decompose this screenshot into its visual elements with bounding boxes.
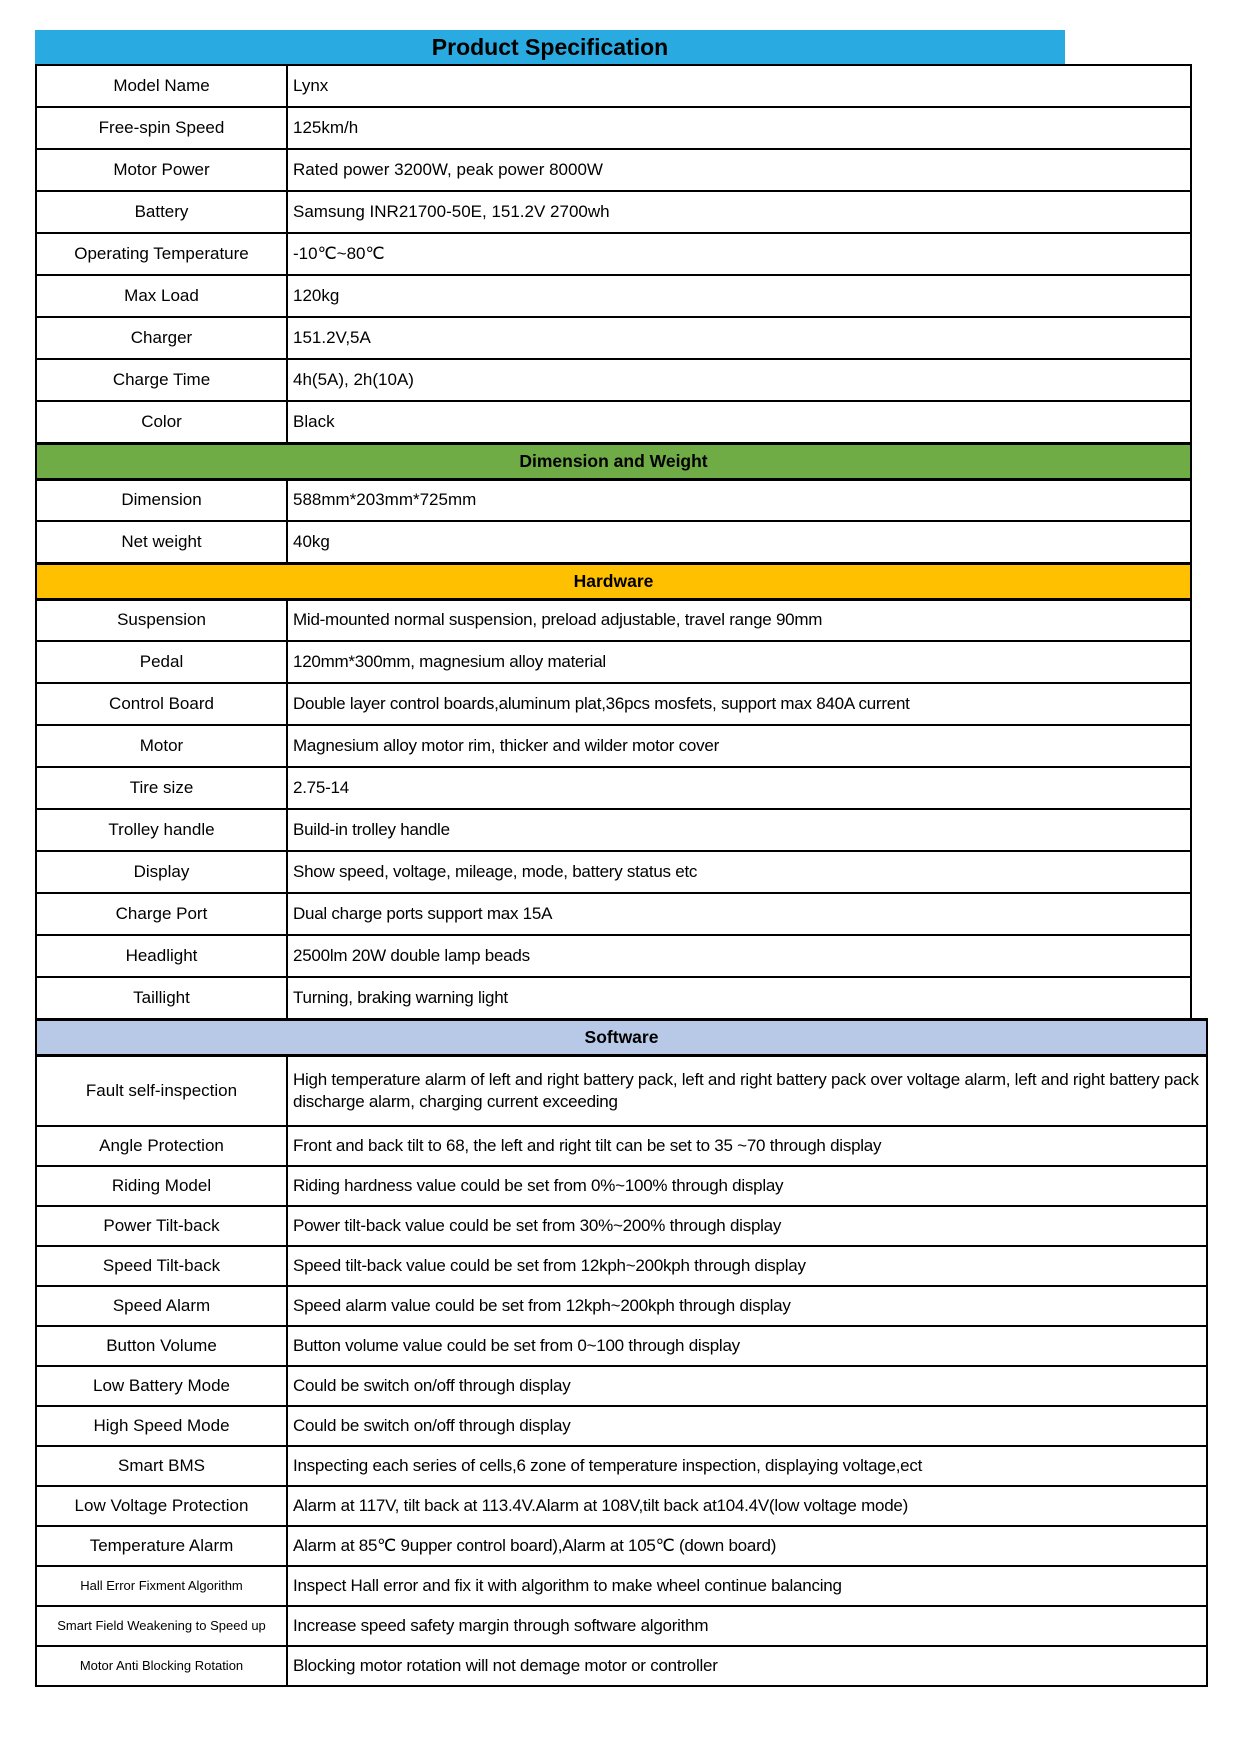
spec-row-hall-error-fixment-algorithm (36, 1566, 1207, 1606)
spec-row-headlight (36, 935, 1191, 977)
spec-row-max-load (36, 275, 1191, 317)
spec-row-motor-power (36, 149, 1191, 191)
row-label-pedal: Pedal (36, 641, 287, 683)
row-label-suspension: Suspension (36, 599, 287, 641)
row-label-power-tilt-back: Power Tilt-back (36, 1206, 287, 1246)
row-value-smart-field-weakening-to-speed-up: Increase speed safety margin through software algorithm (287, 1606, 1207, 1646)
spec-row-model-name (36, 65, 1191, 107)
spec-title-bar (35, 30, 1065, 64)
spec-row-temperature-alarm (36, 1526, 1207, 1566)
spec-row-riding-model (36, 1166, 1207, 1206)
row-value-charge-port: Dual charge ports support max 15A (287, 893, 1191, 935)
spec-row-high-speed-mode (36, 1406, 1207, 1446)
row-label-operating-temperature: Operating Temperature (36, 233, 287, 275)
section-header-hardware: Hardware (36, 563, 1191, 599)
spec-row-dimension (36, 479, 1191, 521)
spec-row-free-spin-speed (36, 107, 1191, 149)
row-label-smart-bms: Smart BMS (36, 1446, 287, 1486)
row-label-display: Display (36, 851, 287, 893)
row-value-fault-self-inspection: High temperature alarm of left and right battery pack, left and right battery pack over voltage alarm, left and right battery pack discharge alarm, charging current exceeding (287, 1056, 1207, 1126)
spec-row-low-voltage-protection (36, 1486, 1207, 1526)
spec-row-taillight (36, 977, 1191, 1019)
spec-row-tire-size (36, 767, 1191, 809)
spec-row-speed-alarm (36, 1286, 1207, 1326)
row-value-high-speed-mode: Could be switch on/off through display (287, 1406, 1207, 1446)
row-label-motor-power: Motor Power (36, 149, 287, 191)
row-value-speed-tilt-back: Speed tilt-back value could be set from 12kph~200kph through display (287, 1246, 1207, 1286)
section-header-dimension-and-weight: Dimension and Weight (36, 443, 1191, 479)
row-value-power-tilt-back: Power tilt-back value could be set from 30%~200% through display (287, 1206, 1207, 1246)
row-label-button-volume: Button Volume (36, 1326, 287, 1366)
spec-row-speed-tilt-back (36, 1246, 1207, 1286)
row-value-color: Black (287, 401, 1191, 443)
spec-row-power-tilt-back (36, 1206, 1207, 1246)
row-value-taillight: Turning, braking warning light (287, 977, 1191, 1019)
spec-row-suspension (36, 599, 1191, 641)
row-value-display: Show speed, voltage, mileage, mode, battery status etc (287, 851, 1191, 893)
row-label-color: Color (36, 401, 287, 443)
row-label-max-load: Max Load (36, 275, 287, 317)
row-value-low-battery-mode: Could be switch on/off through display (287, 1366, 1207, 1406)
row-label-low-battery-mode: Low Battery Mode (36, 1366, 287, 1406)
row-value-speed-alarm: Speed alarm value could be set from 12kph~200kph through display (287, 1286, 1207, 1326)
row-label-charge-port: Charge Port (36, 893, 287, 935)
row-label-headlight: Headlight (36, 935, 287, 977)
row-value-temperature-alarm: Alarm at 85℃ 9upper control board),Alarm at 105℃ (down board) (287, 1526, 1207, 1566)
row-label-riding-model: Riding Model (36, 1166, 287, 1206)
spec-row-motor (36, 725, 1191, 767)
row-value-charge-time: 4h(5A), 2h(10A) (287, 359, 1191, 401)
section-band-hardware (36, 563, 1191, 599)
spec-row-motor-anti-blocking-rotation (36, 1646, 1207, 1686)
row-value-headlight: 2500lm 20W double lamp beads (287, 935, 1191, 977)
row-label-smart-field-weakening-to-speed-up: Smart Field Weakening to Speed up (36, 1606, 287, 1646)
row-label-low-voltage-protection: Low Voltage Protection (36, 1486, 287, 1526)
spec-row-display (36, 851, 1191, 893)
row-value-low-voltage-protection: Alarm at 117V, tilt back at 113.4V.Alarm at 108V,tilt back at104.4V(low voltage mode) (287, 1486, 1207, 1526)
row-value-model-name: Lynx (287, 65, 1191, 107)
row-value-control-board: Double layer control boards,aluminum plat,36pcs mosfets, support max 840A current (287, 683, 1191, 725)
row-label-charger: Charger (36, 317, 287, 359)
row-label-taillight: Taillight (36, 977, 287, 1019)
row-value-free-spin-speed: 125km/h (287, 107, 1191, 149)
row-value-dimension: 588mm*203mm*725mm (287, 479, 1191, 521)
section-band-software (36, 1020, 1207, 1056)
spec-row-charger (36, 317, 1191, 359)
row-value-pedal: 120mm*300mm, magnesium alloy material (287, 641, 1191, 683)
product-spec-document (35, 30, 1208, 1687)
row-value-operating-temperature: -10℃~80℃ (287, 233, 1191, 275)
main-spec-table (35, 64, 1192, 1020)
spec-row-angle-protection (36, 1126, 1207, 1166)
spec-row-color (36, 401, 1191, 443)
row-label-net-weight: Net weight (36, 521, 287, 563)
spec-row-low-battery-mode (36, 1366, 1207, 1406)
row-value-riding-model: Riding hardness value could be set from 0%~100% through display (287, 1166, 1207, 1206)
row-label-charge-time: Charge Time (36, 359, 287, 401)
row-label-trolley-handle: Trolley handle (36, 809, 287, 851)
spec-row-smart-bms (36, 1446, 1207, 1486)
row-label-battery: Battery (36, 191, 287, 233)
row-label-speed-tilt-back: Speed Tilt-back (36, 1246, 287, 1286)
spec-tables (35, 64, 1208, 1687)
row-value-max-load: 120kg (287, 275, 1191, 317)
row-value-hall-error-fixment-algorithm: Inspect Hall error and fix it with algorithm to make wheel continue balancing (287, 1566, 1207, 1606)
row-label-temperature-alarm: Temperature Alarm (36, 1526, 287, 1566)
page-title: Product Specification (431, 34, 669, 60)
spec-row-charge-port (36, 893, 1191, 935)
spec-row-pedal (36, 641, 1191, 683)
section-band-dimension-and-weight (36, 443, 1191, 479)
row-label-hall-error-fixment-algorithm: Hall Error Fixment Algorithm (36, 1566, 287, 1606)
row-label-control-board: Control Board (36, 683, 287, 725)
spec-row-smart-field-weakening-to-speed-up (36, 1606, 1207, 1646)
spec-row-control-board (36, 683, 1191, 725)
software-spec-table (35, 1018, 1208, 1687)
spec-row-net-weight (36, 521, 1191, 563)
row-label-dimension: Dimension (36, 479, 287, 521)
row-label-angle-protection: Angle Protection (36, 1126, 287, 1166)
section-header-software: Software (36, 1020, 1207, 1056)
row-value-net-weight: 40kg (287, 521, 1191, 563)
row-label-motor-anti-blocking-rotation: Motor Anti Blocking Rotation (36, 1646, 287, 1686)
row-value-battery: Samsung INR21700-50E, 151.2V 2700wh (287, 191, 1191, 233)
row-label-high-speed-mode: High Speed Mode (36, 1406, 287, 1446)
spec-row-operating-temperature (36, 233, 1191, 275)
row-label-model-name: Model Name (36, 65, 287, 107)
row-label-fault-self-inspection: Fault self-inspection (36, 1056, 287, 1126)
row-value-angle-protection: Front and back tilt to 68, the left and right tilt can be set to 35 ~70 through display (287, 1126, 1207, 1166)
row-value-button-volume: Button volume value could be set from 0~100 through display (287, 1326, 1207, 1366)
spec-row-battery (36, 191, 1191, 233)
row-value-tire-size: 2.75-14 (287, 767, 1191, 809)
spec-row-trolley-handle (36, 809, 1191, 851)
row-value-suspension: Mid-mounted normal suspension, preload adjustable, travel range 90mm (287, 599, 1191, 641)
row-value-charger: 151.2V,5A (287, 317, 1191, 359)
row-label-free-spin-speed: Free-spin Speed (36, 107, 287, 149)
row-label-motor: Motor (36, 725, 287, 767)
row-label-tire-size: Tire size (36, 767, 287, 809)
row-label-speed-alarm: Speed Alarm (36, 1286, 287, 1326)
row-value-motor-power: Rated power 3200W, peak power 8000W (287, 149, 1191, 191)
row-value-smart-bms: Inspecting each series of cells,6 zone of temperature inspection, displaying voltage,ect (287, 1446, 1207, 1486)
row-value-motor-anti-blocking-rotation: Blocking motor rotation will not demage motor or controller (287, 1646, 1207, 1686)
spec-row-charge-time (36, 359, 1191, 401)
row-value-motor: Magnesium alloy motor rim, thicker and wilder motor cover (287, 725, 1191, 767)
spec-row-fault-self-inspection (36, 1056, 1207, 1126)
spec-row-button-volume (36, 1326, 1207, 1366)
row-value-trolley-handle: Build-in trolley handle (287, 809, 1191, 851)
